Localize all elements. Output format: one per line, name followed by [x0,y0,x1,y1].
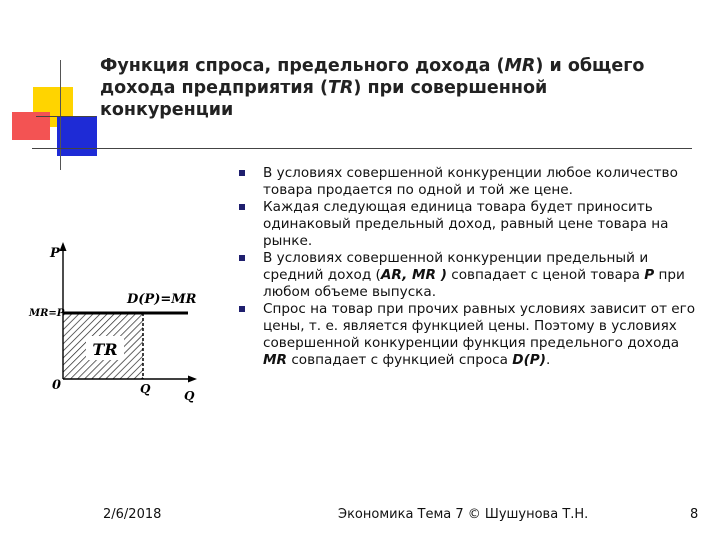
bullet-marker-icon [239,204,245,210]
bullet-emphasis: D(P) [512,352,546,368]
bullet-emphasis: P [644,267,655,283]
title-mr: MR [504,56,536,76]
bullet-text: В условиях совершенной конкуренции любое количество товара продается по одной и той же цене. [263,165,678,198]
q-tick-label: Q [140,382,151,396]
bullet-text: Спрос на товар при прочих равных условиях зависит от его цены, т. е. является функцией цены. Поэтому в условиях совершенной конкуренции функция предельного дохода [263,301,696,351]
tr-graph [25,240,200,415]
origin-label: 0 [52,378,62,393]
footer-caption: Экономика Тема 7 © Шушунова Т.Н. [338,507,589,522]
title-tr: TR [327,78,354,98]
slide-title [100,55,680,121]
bullet-item [247,165,697,199]
decor-blue-square [57,116,97,156]
mr-level-label: MR=P [29,308,65,319]
x-axis-label: Q [184,389,195,403]
tr-label: TR [92,340,118,359]
bullet-item [247,250,697,301]
x-axis-arrow [188,376,197,383]
title-underline [32,148,692,149]
bullet-text: совпадает с ценой товара [446,267,645,283]
title-text: ) и общего [535,56,645,76]
y-axis-label: P [50,246,60,261]
y-axis-arrow [60,242,67,251]
bullet-text: Каждая следующая единица товара будет приносить одинаковый предельный доход, равный цене товара на рынке. [263,199,669,249]
decor-vertical-line [60,60,61,170]
bullet-marker-icon [239,170,245,176]
bullet-text: совпадает с функцией спроса [287,352,513,368]
title-text: дохода предприятия ( [100,78,328,98]
bullet-emphasis: AR, MR ) [380,267,447,283]
bullet-marker-icon [239,255,245,261]
decor-short-horizontal-line [36,116,96,117]
bullet-item [247,199,697,250]
bullet-item [247,301,697,369]
title-text: конкуренции [100,100,234,120]
bullet-list [247,165,697,369]
demand-curve-label: D(P)=MR [127,292,197,307]
bullet-marker-icon [239,306,245,312]
bullet-text: при любом объеме выпуска. [263,267,685,300]
bullet-text: . [545,352,551,368]
footer-date: 2/6/2018 [103,507,162,522]
title-text: Функция спроса, предельного дохода ( [100,56,505,76]
bullet-text: В условиях совершенной конкуренции предельный и средний доход ( [263,250,649,283]
page-number: 8 [690,507,699,522]
title-text: ) при совершенной [353,78,548,98]
bullet-emphasis: MR [263,352,287,368]
